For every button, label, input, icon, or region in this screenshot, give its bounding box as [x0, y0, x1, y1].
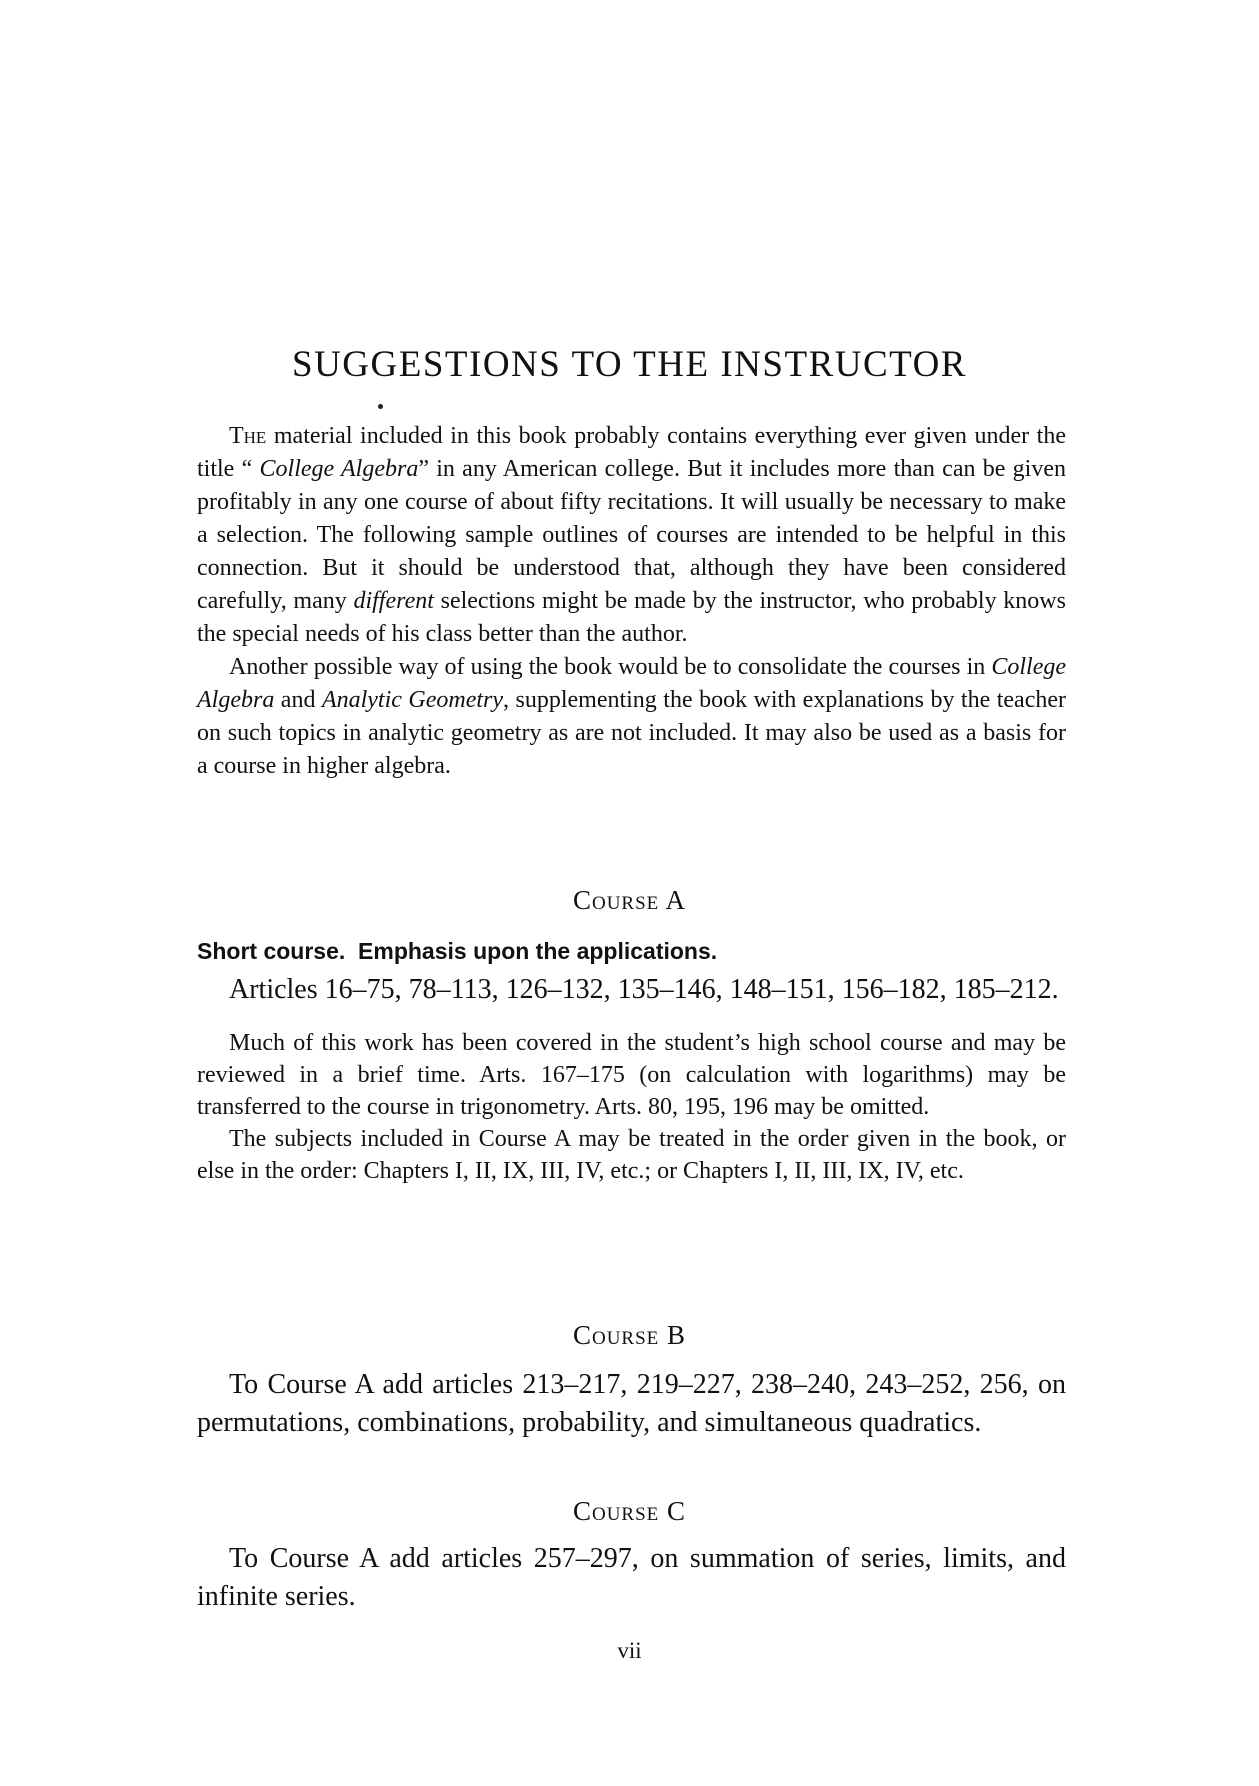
emphasis-italic: different [353, 588, 434, 614]
stray-dot-mark [378, 404, 383, 409]
book-title-italic: College Algebra [259, 456, 419, 482]
course-c-text: To Course A add articles 257–297, on summation of series, limits, and infinite series. [197, 1543, 1066, 1612]
intro-paragraph-2: Another possible way of using the book would be to consolidate the courses in College Algebra and Analytic Geometry, supplementing the book with explanations by the teacher on such topics in analytic geometry as are not included. It may also be used as a basis for a course in higher algebra. [197, 654, 1066, 779]
course-b-heading: Course B [572, 1320, 687, 1350]
book-title-italic: College Algebra [197, 654, 1066, 713]
book-title-italic: Analytic Geometry [321, 687, 504, 713]
course-c-heading: Course C [572, 1496, 687, 1526]
intro-section [197, 420, 1066, 783]
course-b-text: To Course A add articles 213–217, 219–227, 238–240, 243–252, 256, on permutations, combinations, probability, and simultaneous quadratics. [197, 1369, 1066, 1438]
page-title: SUGGESTIONS TO THE INSTRUCTOR [292, 344, 967, 385]
course-a-note-1: Much of this work has been covered in the student’s high school course and may be reviewed in a brief time. Arts. 167–175 (on calculation with logarithms) may be transferred to the course in trigonometry. Arts. 80, 195, 196 may be omitted. [197, 1030, 1066, 1120]
course-a-emphasis: Short course. Emphasis upon the applications. [197, 938, 718, 964]
course-a-section [197, 938, 1066, 1187]
drop-word: The [229, 423, 267, 449]
page-number: vii [617, 1638, 642, 1663]
course-c-section [197, 1540, 1066, 1616]
course-a-heading: Course A [572, 885, 687, 915]
course-a-note-2: The subjects included in Course A may be treated in the order given in the book, or else in the order: Chapters I, II, IX, III, IV, etc.; or Chapters I, II, III, IX, IV, etc. [197, 1126, 1066, 1184]
course-a-articles: Articles 16–75, 78–113, 126–132, 135–146, 148–151, 156–182, 185–212. [229, 974, 1059, 1005]
intro-paragraph-1: The material included in this book probably contains everything ever given under the title “ College Algebra” in any American college. But it includes more than can be given profitably in any one course of about fifty recitations. It will usually be necessary to make a selection. The following sample outlines of courses are intended to be helpful in this connection. But it should be understood that, although they have been considered carefully, many different selections might be made by the instructor, who probably knows the special needs of his class better than the author. [197, 423, 1066, 647]
course-b-section [197, 1366, 1066, 1442]
